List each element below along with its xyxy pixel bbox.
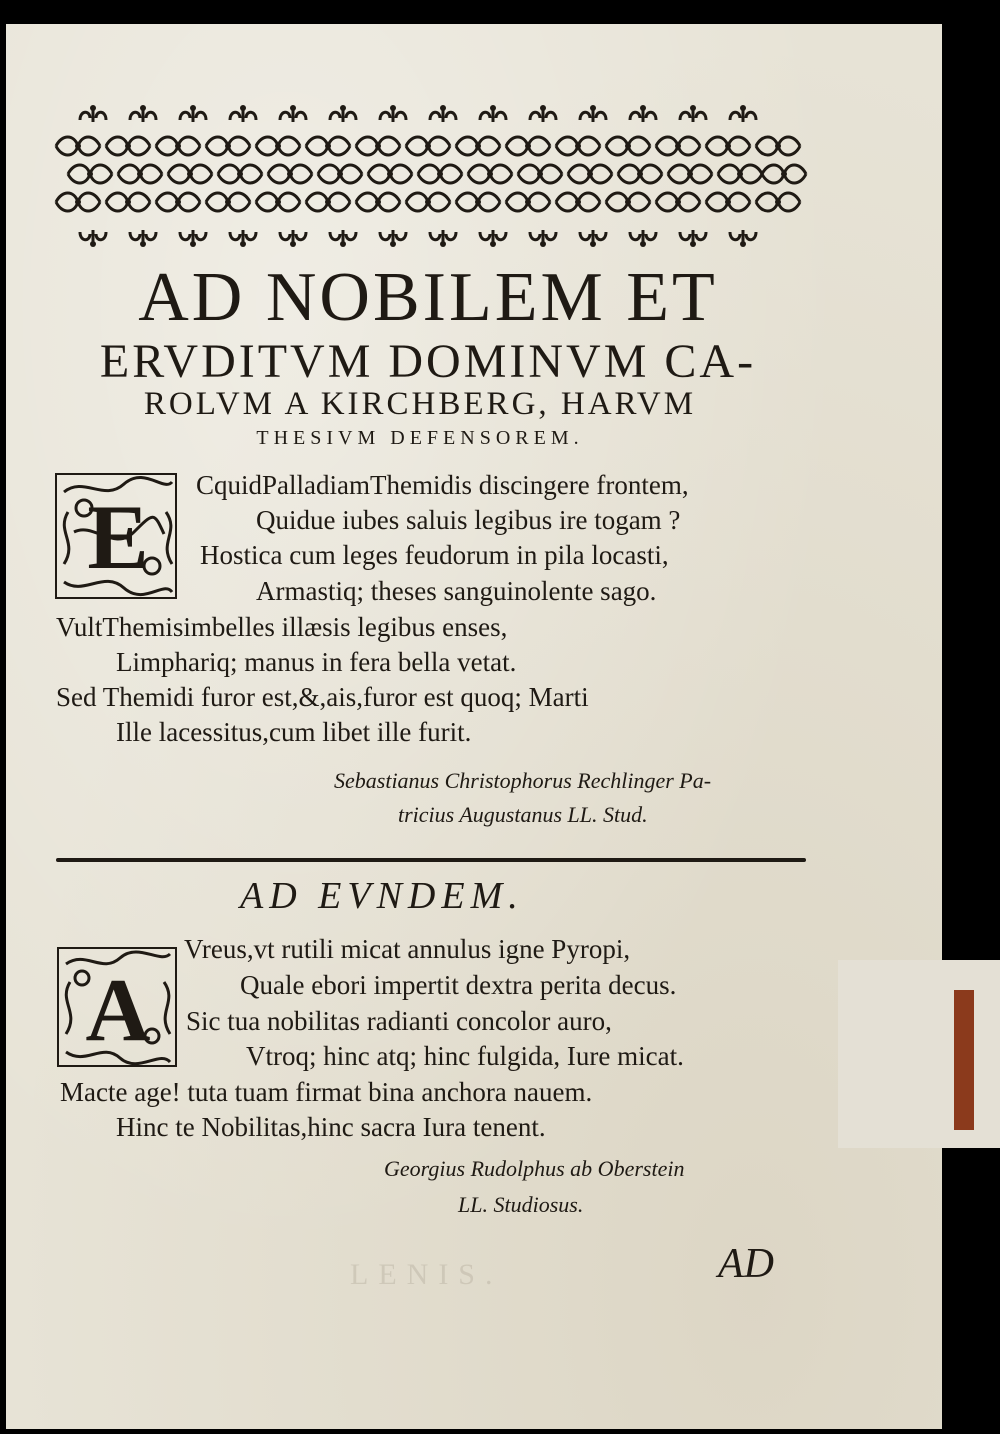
title-line-2: ERVDITVM DOMINVM CA-	[99, 335, 757, 388]
poem1-signature-line-2: tricius Augustanus LL. Stud.	[398, 802, 648, 827]
poem1-signature-line-1: Sebastianus Christophorus Rechlinger Pa-	[334, 768, 712, 793]
bleed-through-text: LENIS.	[350, 1258, 503, 1291]
title-line-3: ROLVM A KIRCHBERG, HARVM	[143, 386, 697, 422]
initial-letter-e: E	[87, 486, 149, 588]
paper-slip	[838, 960, 1000, 1148]
poem2-heading: AD EVNDEM.	[240, 875, 524, 917]
poem1-line-7: Sed Themidi furor est,&,ais,furor est quoq; Marti	[56, 682, 589, 712]
poem1-line-4: Armastiq; theses sanguinolente sago.	[256, 576, 657, 606]
poem1-line-6: Limphariq; manus in fera bella vetat.	[116, 647, 517, 677]
poem2-line-3: Sic tua nobilitas radianti concolor auro,	[186, 1006, 612, 1036]
section-divider	[56, 858, 806, 862]
catchword: AD	[718, 1241, 774, 1287]
ornamental-headpiece-icon	[44, 98, 808, 256]
poem2-line-6: Hinc te Nobilitas,hinc sacra Iura tenent.	[116, 1112, 546, 1142]
poem2-line-5: Macte age! tuta tuam firmat bina anchora nauem.	[60, 1077, 593, 1107]
poem1-line-2: Quidue iubes saluis legibus ire togam ?	[256, 505, 681, 535]
poem2-signature-line-2: LL. Studiosus.	[458, 1192, 584, 1217]
poem1-line-5: VultThemisimbelles illæsis legibus enses,	[56, 612, 508, 642]
initial-letter-a: A	[85, 961, 151, 1060]
title-line-1: AD NOBILEM ET	[138, 259, 718, 336]
poem2-line-4: Vtroq; hinc atq; hinc fulgida, Iure micat.	[246, 1041, 684, 1071]
poem1-line-3: Hostica cum leges feudorum in pila locasti,	[200, 540, 669, 570]
poem2-line-1: Vreus,vt rutili micat annulus igne Pyropi,	[184, 934, 631, 964]
decorated-initial-e-icon	[54, 472, 184, 604]
poem2-signature-line-1: Georgius Rudolphus ab Oberstein	[384, 1156, 685, 1181]
poem1-line-8: Ille lacessitus,cum libet ille furit.	[116, 717, 472, 747]
poem2-line-2: Quale ebori impertit dextra perita decus.	[240, 970, 677, 1000]
title-line-4: THESIVM DEFENSOREM.	[256, 427, 584, 449]
binding-tab	[954, 990, 974, 1130]
poem1-line-1: CquidPalladiamThemidis discingere frontem,	[196, 470, 689, 500]
decorated-initial-a-icon	[56, 946, 182, 1070]
